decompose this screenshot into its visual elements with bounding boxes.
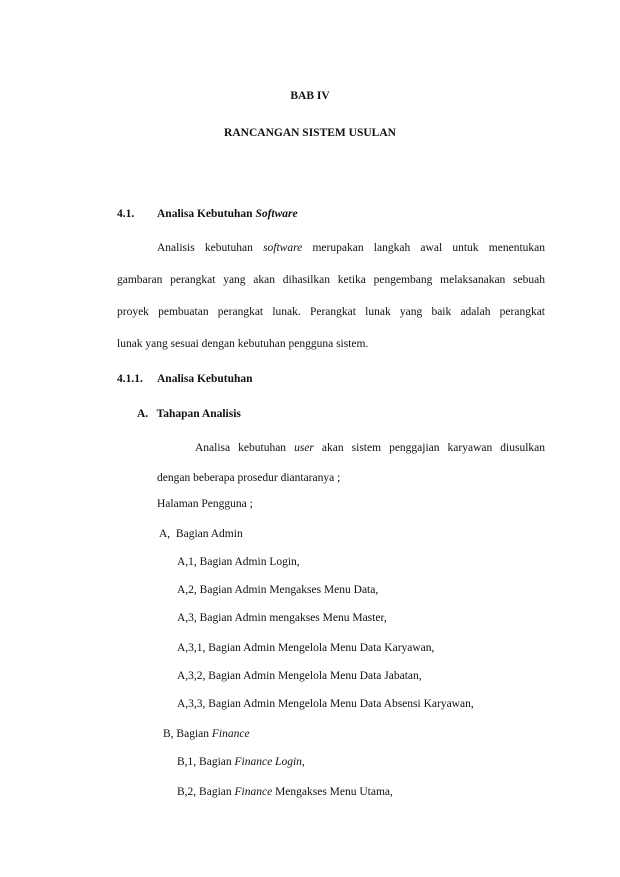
paragraph-2-line-2: dengan beberapa prosedur diantaranya ; [157, 472, 341, 484]
paragraph-1-line-3: proyek pembuatan perangkat lunak. Perangkat lunak yang baik adalah perangkat [117, 306, 545, 318]
list-item-b: B, Bagian Finance [163, 728, 250, 740]
chapter-title: BAB IV [290, 90, 330, 102]
list-item-a: A, Bagian Admin [159, 528, 243, 540]
chapter-subtitle: RANCANGAN SISTEM USULAN [224, 127, 396, 139]
list-item-b1: B,1, Bagian Finance Login, [177, 756, 305, 768]
list-item-a2: A,2, Bagian Admin Mengakses Menu Data, [177, 584, 379, 596]
list-item-a1: A,1, Bagian Admin Login, [177, 556, 300, 568]
section-4-1-title: Analisa Kebutuhan Software [157, 208, 298, 220]
paragraph-1-line-4: lunak yang sesuai dengan kebutuhan pengguna sistem. [117, 338, 369, 350]
paragraph-2-line-3: Halaman Pengguna ; [157, 498, 253, 510]
section-4-1-1-title: Analisa Kebutuhan [157, 373, 253, 385]
section-4-1-1-number: 4.1.1. [117, 373, 143, 385]
list-item-a3: A,3, Bagian Admin mengakses Menu Master, [177, 612, 387, 624]
list-item-a33: A,3,3, Bagian Admin Mengelola Menu Data Absensi Karyawan, [177, 698, 474, 710]
paragraph-1-line-2: gambaran perangkat yang akan dihasilkan ketika pengembang melaksanakan sebuah [117, 274, 545, 286]
list-item-a32: A,3,2, Bagian Admin Mengelola Menu Data Jabatan, [177, 670, 422, 682]
list-item-a31: A,3,1, Bagian Admin Mengelola Menu Data Karyawan, [177, 642, 435, 654]
subsection-a-title: A. Tahapan Analisis [137, 408, 241, 420]
section-4-1-number: 4.1. [117, 208, 135, 220]
list-item-b2: B,2, Bagian Finance Mengakses Menu Utama, [177, 786, 393, 798]
paragraph-2-line-1: Analisa kebutuhan user akan sistem penggajian karyawan diusulkan [195, 442, 545, 454]
paragraph-1-line-1: Analisis kebutuhan software merupakan langkah awal untuk menentukan [157, 242, 545, 254]
